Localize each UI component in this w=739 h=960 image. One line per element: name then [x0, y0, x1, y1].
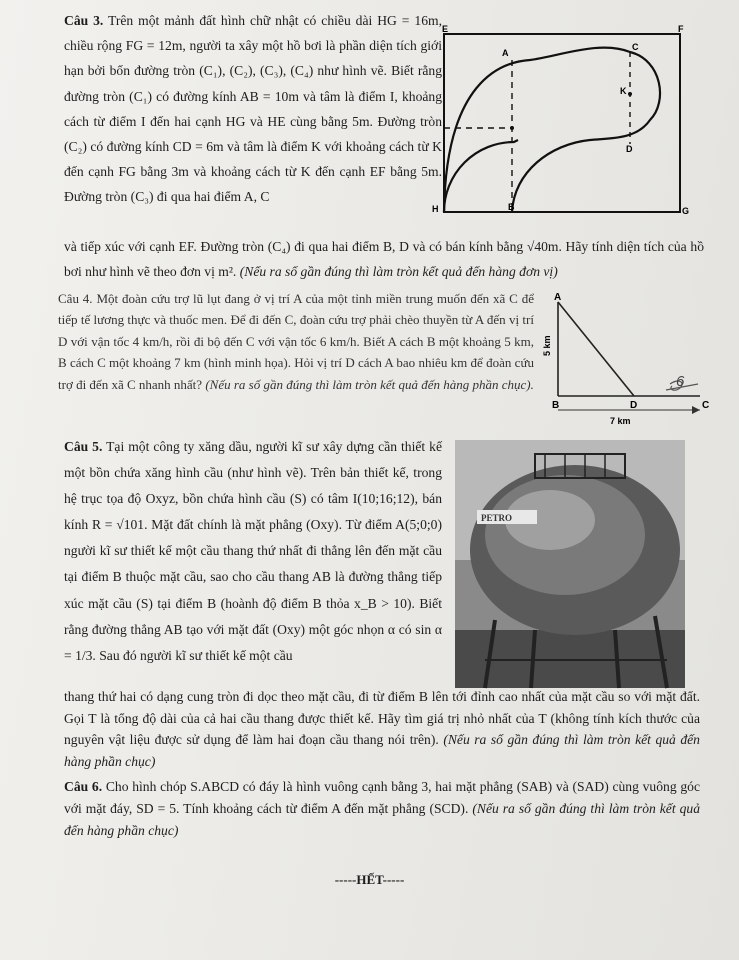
label-C: C [632, 42, 639, 52]
label-H: H [432, 204, 439, 214]
question-3-text: Trên một mảnh đất hình chữ nhật có chiều dài HG = 16m, chiều rộng FG = 12m, người ta xây một hồ bơi là phần diện tích giới hạn bởi bốn đường tròn (C₁), (C₂), (C₃), (C₄) như hình vẽ. Biết rằng đường tròn (C₁) có đường kính AB = 10m và tâm là điểm I, khoảng cách từ điểm I đến hai cạnh HG và HE cùng bằng 5m. Đường tròn (C₂) có đường kính CD = 6m và tâm là điểm K với khoảng cách từ K đến cạnh FG bằng 3m và khoảng cách từ K đến cạnh EF bằng 5m. Đường tròn (C₃) đi qua hai điểm A, C [64, 13, 442, 205]
fig4-label-C: C [702, 400, 710, 411]
label-B: B [508, 202, 515, 212]
question-6-note: (Nếu ra số gần đúng thì làm tròn kết quả đến hàng phần chục) [64, 801, 700, 838]
fig4-label-A: A [554, 292, 562, 303]
question-3-cont-text: và tiếp xúc với cạnh EF. Đường tròn (C₄) đi qua hai điểm B, D và có bán kính bằng √40m. Hãy tính diện tích của hồ bơi như hình vẽ theo đơn vị m². [64, 239, 704, 280]
question-5-label: Câu 5. [64, 439, 103, 454]
label-E: E [442, 24, 449, 34]
tank-photo [455, 440, 685, 688]
question-3-label: Câu 3. [64, 13, 104, 28]
pool-figure [432, 22, 695, 227]
question-5-note: (Nếu ra số gần đúng thì làm tròn kết quả đến hàng phần chục) [64, 732, 700, 769]
label-A: A [502, 48, 509, 58]
fig4-handwritten-note: 6 [676, 373, 685, 390]
question-6-text: Cho hình chóp S.ABCD có đáy là hình vuông cạnh bằng 3, hai mặt phẳng (SAB) và (SAD) cùng vuông góc với mặt đáy, SD = 5. Tính khoảng cách từ điểm A đến mặt phẳng (SCD). [64, 779, 700, 816]
label-F: F [678, 24, 684, 34]
question-3-continued [64, 234, 704, 284]
question-4-note: (Nếu ra số gần đúng thì làm tròn kết quả đến hàng phần chục). [205, 376, 534, 392]
question-6 [64, 776, 700, 842]
question-5-continued [64, 686, 700, 772]
question-3-note: (Nếu ra số gần đúng thì làm tròn kết quả đến hàng đơn vị) [239, 264, 558, 280]
label-K: K [620, 86, 627, 96]
tank-sign-text: PETRO [481, 513, 513, 523]
question-5-text: Tại một công ty xăng dầu, người kĩ sư xây dựng cần thiết kế một bồn chứa xăng hình cầu (như hình vẽ). Trên bản thiết kế, trong hệ trục tọa độ Oxyz, bồn chứa hình cầu (S) có tâm I(10;16;12), bán kính R = √101. Mặt đất chính là mặt phẳng (Oxy). Từ điểm A(5;0;0) người kĩ sư thiết kế một cầu thang thứ nhất đi thẳng lên đến mặt cầu tại điểm B thuộc mặt cầu, sao cho cầu thang AB là đường thẳng tiếp xúc mặt cầu (S) tại điểm B (hoành độ điểm B thỏa x_B > 10). Biết rằng đường thẳng AB tạo với mặt đất (Oxy) một góc nhọn α có sin α = 1/3. Sau đó người kĩ sư thiết kế một cầu [64, 439, 442, 663]
question-4 [58, 288, 534, 395]
fig4-label-D: D [630, 400, 638, 411]
question-3 [64, 8, 442, 210]
question-5 [64, 434, 442, 669]
question-4-text: Một đoàn cứu trợ lũ lụt đang ở vị trí A của một tỉnh miền trung muốn đến xã C để tiếp tế lương thực và thuốc men. Để đi đến C, đoàn cứu trợ phải chèo thuyền từ A đến vị trí D với vận tốc 4 km/h, rồi đi bộ đến C với vận tốc 6 km/h. Biết A cách B một khoảng 5 km, B cách C một khoảng 7 km (hình minh họa). Hỏi vị trí D cách A bao nhiêu km để đoàn cứu trợ đi đến xã C nhanh nhất? [58, 291, 534, 392]
fig4-base-label: 7 km [610, 416, 631, 426]
fig4-label-B: B [552, 400, 560, 411]
question-6-label: Câu 6. [64, 779, 103, 794]
label-D: D [626, 144, 633, 154]
question-5-cont-text: thang thứ hai có dạng cung tròn đi dọc theo mặt cầu, đi từ điểm B lên tới đỉnh cao nhất của mặt cầu so với mặt đất. Gọi T là tổng độ dài của cả hai cầu thang được thiết kế. Hãy tìm giá trị nhỏ nhất của T (không tính kích thước của nguyên vật liệu được sử dụng để làm hai đoạn cầu thang nói trên). [64, 689, 700, 748]
question-4-label: Câu 4. [58, 291, 93, 306]
label-G: G [682, 206, 690, 216]
rescue-figure [538, 288, 723, 433]
fig4-side-label: 5 km [542, 335, 552, 356]
end-marker: -----HẾT----- [334, 872, 405, 887]
